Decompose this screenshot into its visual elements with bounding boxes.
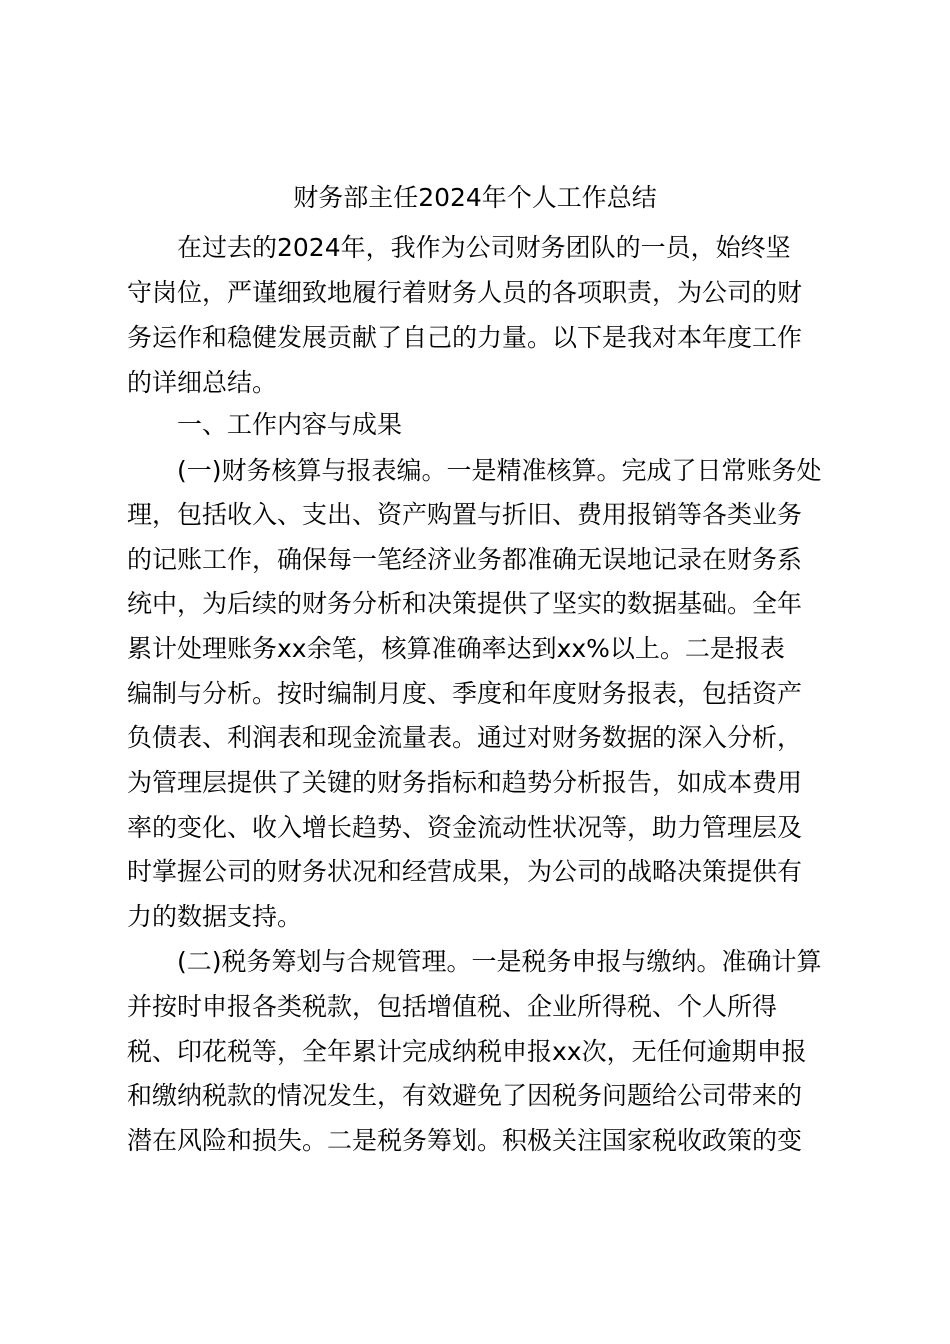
paragraph-line: 为管理层提供了关键的财务指标和趋势分析报告，如成本费用 bbox=[127, 768, 803, 797]
paragraph-line: 负债表、利润表和现金流量表。通过对财务数据的深入分析， bbox=[127, 723, 803, 752]
paragraph-line: 统中，为后续的财务分析和决策提供了坚实的数据基础。全年 bbox=[127, 589, 803, 618]
paragraph-line: (二)税务筹划与合规管理。一是税务申报与缴纳。准确计算 bbox=[177, 947, 822, 976]
paragraph-line: 守岗位，严谨细致地履行着财务人员的各项职责，为公司的财 bbox=[127, 278, 803, 307]
paragraph-line: 和缴纳税款的情况发生，有效避免了因税务问题给公司带来的 bbox=[127, 1081, 803, 1110]
paragraph-line: 累计处理账务xx余笔，核算准确率达到xx%以上。二是报表 bbox=[127, 634, 785, 663]
paragraph-line: 并按时申报各类税款，包括增值税、企业所得税、个人所得 bbox=[127, 992, 778, 1021]
paragraph-line: 税、印花税等，全年累计完成纳税申报xx次，无任何逾期申报 bbox=[127, 1037, 807, 1066]
paragraph-line: 在过去的2024年，我作为公司财务团队的一员，始终坚 bbox=[177, 233, 791, 262]
paragraph-line: 编制与分析。按时编制月度、季度和年度财务报表，包括资产 bbox=[127, 679, 803, 708]
paragraph-line: (一)财务核算与报表编。一是精准核算。完成了日常账务处 bbox=[177, 456, 822, 485]
paragraph-line: 潜在风险和损失。二是税务筹划。积极关注国家税收政策的变 bbox=[127, 1126, 803, 1155]
section-heading: 一、工作内容与成果 bbox=[177, 410, 403, 439]
paragraph-line: 率的变化、收入增长趋势、资金流动性状况等，助力管理层及 bbox=[127, 813, 803, 842]
paragraph-line: 的详细总结。 bbox=[127, 368, 278, 397]
paragraph-line: 理，包括收入、支出、资产购置与折旧、费用报销等各类业务 bbox=[127, 500, 803, 529]
document-title: 财务部主任2024年个人工作总结 bbox=[293, 183, 657, 212]
paragraph-line: 的记账工作，确保每一笔经济业务都准确无误地记录在财务系 bbox=[127, 545, 803, 574]
paragraph-line: 力的数据支持。 bbox=[127, 902, 303, 931]
paragraph-line: 务运作和稳健发展贡献了自己的力量。以下是我对本年度工作 bbox=[127, 323, 803, 352]
paragraph-line: 时掌握公司的财务状况和经营成果，为公司的战略决策提供有 bbox=[127, 857, 803, 886]
